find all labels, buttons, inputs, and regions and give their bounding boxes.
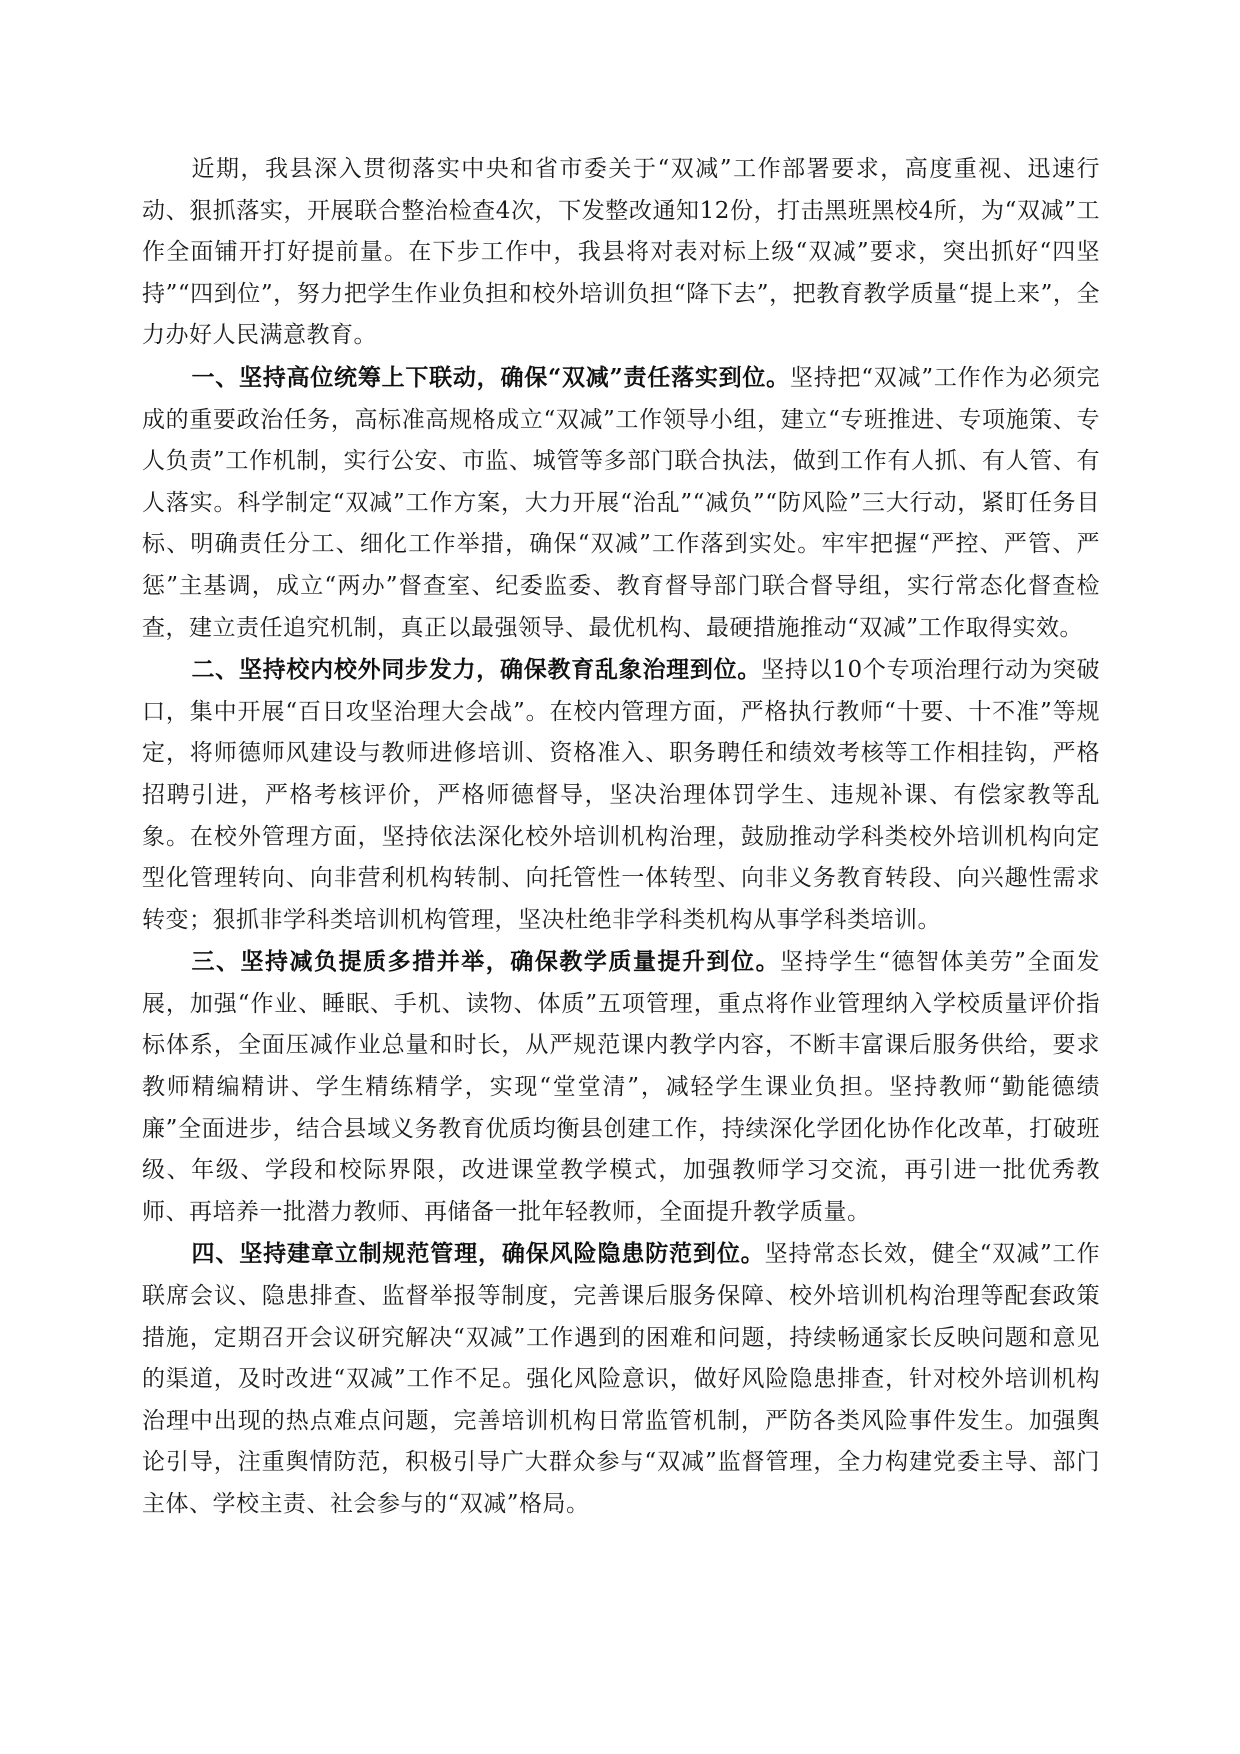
paragraph-section-2	[142, 649, 1100, 941]
paragraph-lead: 三、坚持减负提质多措并举，确保教学质量提升到位。	[191, 948, 781, 976]
paragraph-section-1	[142, 357, 1100, 649]
paragraph-lead: 四、坚持建章立制规范管理，确保风险隐患防范到位。	[191, 1240, 765, 1268]
paragraph-section-4	[142, 1233, 1100, 1525]
paragraph-text: 坚持把“双减”工作作为必须完成的重要政治任务，高标准高规格成立“双减”工作领导小组，建立“专班推进、专项施策、专人负责”工作机制，实行公安、市监、城管等多部门联合执法，做到工作有人抓、有人管、有人落实。科学制定“双减”工作方案，大力开展“治乱”“减负”“防风险”三大行动，紧盯任务目标、明确责任分工、细化工作举措，确保“双减”工作落到实处。牢牢把握“严控、严管、严惩”主基调，成立“两办”督查室、纪委监委、教育督导部门联合督导组，实行常态化督查检查，建立责任追究机制，真正以最强领导、最优机构、最硬措施推动“双减”工作取得实效。	[142, 364, 1100, 641]
paragraph-section-3	[142, 941, 1100, 1233]
paragraph-intro	[142, 148, 1100, 357]
paragraph-lead: 一、坚持高位统筹上下联动，确保“双减”责任落实到位。	[191, 363, 790, 391]
paragraph-text: 坚持常态长效，健全“双减”工作联席会议、隐患排查、监督举报等制度，完善课后服务保障、校外培训机构治理等配套政策措施，定期召开会议研究解决“双减”工作遇到的困难和问题，持续畅通家长反映问题和意见的渠道，及时改进“双减”工作不足。强化风险意识，做好风险隐患排查，针对校外培训机构治理中出现的热点难点问题，完善培训机构日常监管机制，严防各类风险事件发生。加强舆论引导，注重舆情防范，积极引导广大群众参与“双减”监督管理，全力构建党委主导、部门主体、学校主责、社会参与的“双减”格局。	[142, 1241, 1100, 1517]
paragraph-text: 坚持学生“德智体美劳”全面发展，加强“作业、睡眠、手机、读物、体质”五项管理，重点将作业管理纳入学校质量评价指标体系，全面压减作业总量和时长，从严规范课内教学内容，不断丰富课后服务供给，要求教师精编精讲、学生精练精学，实现“堂堂清”，减轻学生课业负担。坚持教师“勤能德绩廉”全面进步，结合县域义务教育优质均衡县创建工作，持续深化学团化协作化改革，打破班级、年级、学段和校际界限，改进课堂教学模式，加强教师学习交流，再引进一批优秀教师、再培养一批潜力教师、再储备一批年轻教师，全面提升教学质量。	[142, 949, 1100, 1225]
paragraph-text: 近期，我县深入贯彻落实中央和省市委关于“双减”工作部署要求，高度重视、迅速行动、狠抓落实，开展联合整治检查4次，下发整改通知12份，打击黑班黑校4所，为“双减”工作全面铺开打好提前量。在下步工作中，我县将对表对标上级“双减”要求，突出抓好“四坚持”“四到位”，努力把学生作业负担和校外培训负担“降下去”，把教育教学质量“提上来”，全力办好人民满意教育。	[142, 156, 1100, 349]
document-body	[142, 148, 1100, 1526]
paragraph-text: 坚持以10个专项治理行动为突破口，集中开展“百日攻坚治理大会战”。在校内管理方面，严格执行教师“十要、十不准”等规定，将师德师风建设与教师进修培训、资格准入、职务聘任和绩效考核等工作相挂钩，严格招聘引进，严格考核评价，严格师德督导，坚决治理体罚学生、违规补课、有偿家教等乱象。在校外管理方面，坚持依法深化校外培训机构治理，鼓励推动学科类校外培训机构向定型化管理转向、向非营利机构转制、向托管性一体转型、向非义务教育转段、向兴趣性需求转变；狠抓非学科类培训机构管理，坚决杜绝非学科类机构从事学科类培训。	[142, 657, 1100, 933]
paragraph-lead: 二、坚持校内校外同步发力，确保教育乱象治理到位。	[191, 656, 762, 684]
